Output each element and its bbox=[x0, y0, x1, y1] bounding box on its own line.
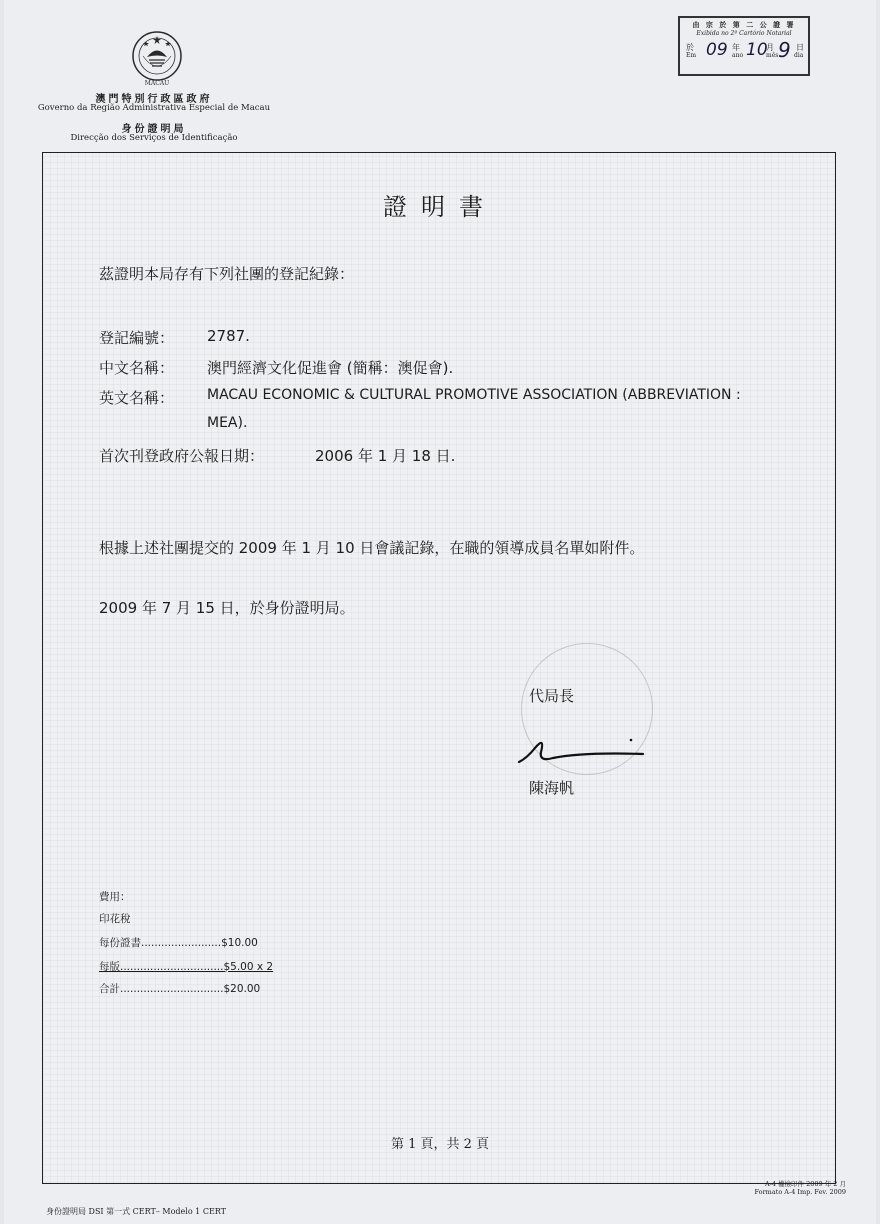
department-name-portuguese: Direcção dos Serviços de Identificação bbox=[70, 133, 238, 143]
signatory-title: 代局長 bbox=[529, 687, 575, 705]
fee-row: 每份證書........................$10.00 bbox=[99, 937, 258, 949]
meeting-paragraph: 根據上述社團提交的 2009 年 1 月 10 日會議記錄，在職的領導成員名單如附件。 bbox=[99, 539, 645, 557]
government-name-portuguese: Governo da Região Administrativa Especial de Macau bbox=[37, 103, 271, 113]
document-page bbox=[4, 0, 876, 1224]
field-label-chinese-name: 中文名稱： bbox=[99, 359, 175, 377]
fee-row: 合計...............................$20.00 bbox=[99, 983, 261, 995]
intro-text: 茲證明本局存有下列社團的登記紀錄： bbox=[99, 265, 355, 283]
stamp-day: 9 bbox=[778, 38, 791, 62]
issue-date-line: 2009 年 7 月 15 日，於身份證明局。 bbox=[99, 599, 355, 617]
field-label-gazette-date: 首次刊登政府公報日期： bbox=[99, 447, 265, 465]
field-value-registration-number: 2787. bbox=[207, 327, 250, 345]
stamp-line-portuguese: Exibida no 2º Cartório Notarial bbox=[696, 30, 792, 37]
field-value-chinese-name: 澳門經濟文化促進會 (簡稱：澳促會). bbox=[207, 359, 454, 377]
svg-text:MACAU: MACAU bbox=[144, 80, 170, 86]
certificate-title: 證明書 bbox=[383, 193, 497, 221]
certificate-frame bbox=[42, 152, 836, 1184]
fee-row: 每版...............................$5.00 x 2 bbox=[99, 961, 274, 973]
field-value-english-name-continued: MEA). bbox=[207, 415, 248, 431]
macau-emblem-icon bbox=[127, 30, 187, 86]
page-number: 第 1 頁，共 2 頁 bbox=[390, 1137, 490, 1152]
notary-stamp: 由 宗 於 第 二 公 證 署 Exibida no 2º Cartório Notarial 於 Em 09 年 ano 10 月 mês 9 日 dia bbox=[678, 16, 810, 76]
field-label-registration-number: 登記編號： bbox=[99, 329, 175, 347]
footer-print-info: A-4 權檢印件 2009 年 2 月 Formato A-4 Imp. Fev. 2009 bbox=[754, 1180, 846, 1196]
stamp-year: 09 bbox=[706, 40, 728, 60]
signatory-name: 陳海帆 bbox=[529, 779, 575, 797]
department-name-chinese: 身份證明局 bbox=[121, 124, 187, 135]
fees-stamp-duty: 印花稅 bbox=[99, 913, 131, 925]
government-name-chinese: 澳門特別行政區政府 bbox=[95, 94, 213, 105]
fees-heading: 費用： bbox=[99, 891, 131, 903]
field-value-english-name: MACAU ECONOMIC & CULTURAL PROMOTIVE ASSOCIATION (ABBREVIATION : bbox=[207, 387, 741, 403]
field-label-english-name: 英文名稱： bbox=[99, 389, 175, 407]
stamp-line-chinese: 由 宗 於 第 二 公 證 署 bbox=[692, 20, 796, 29]
signature-icon bbox=[513, 718, 653, 778]
stamp-month: 10 bbox=[746, 40, 768, 60]
field-value-gazette-date: 2006 年 1 月 18 日. bbox=[315, 447, 456, 465]
footer-form-code: 身份證明局 DSI 第一式 CERT– Modelo 1 CERT bbox=[46, 1207, 226, 1216]
